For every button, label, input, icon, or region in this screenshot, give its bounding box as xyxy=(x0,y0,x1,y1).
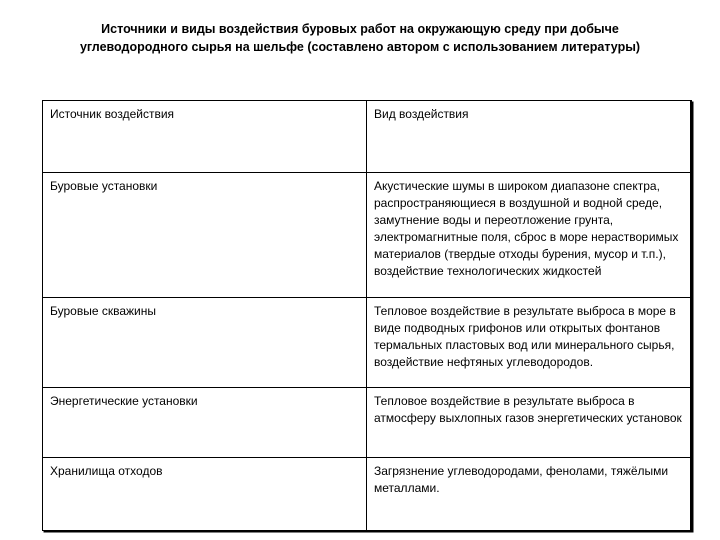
document-title xyxy=(20,20,700,56)
impact-cell: Загрязнение углеводородами, фенолами, тяжёлыми металлами. xyxy=(367,458,691,531)
source-cell: Энергетические установки xyxy=(43,388,367,458)
table-row xyxy=(43,173,691,298)
table-header-row xyxy=(43,101,691,173)
source-cell: Буровые установки xyxy=(43,173,367,298)
table-row xyxy=(43,388,691,458)
impact-table xyxy=(42,100,692,531)
source-cell: Буровые скважины xyxy=(43,298,367,388)
table-row xyxy=(43,298,691,388)
impact-cell: Тепловое воздействие в результате выброса в море в виде подводных грифонов или открытых фонтанов термальных пластовых вод или минерального сырья, воздействие нефтяных углеводородов. xyxy=(367,298,691,388)
source-cell: Хранилища отходов xyxy=(43,458,367,531)
header-impact-cell: Вид воздействия xyxy=(367,101,691,173)
impact-cell: Тепловое воздействие в результате выброса в атмосферу выхлопных газов энергетических установок xyxy=(367,388,691,458)
title-line-1: Источники и виды воздействия буровых работ на окружающую среду при добыче xyxy=(101,22,619,36)
title-line-2: углеводородного сырья на шельфе (составлено автором с использованием литературы) xyxy=(79,40,641,54)
header-source-cell: Источник воздействия xyxy=(43,101,367,173)
impact-cell: Акустические шумы в широком диапазоне спектра, распространяющиеся в воздушной и водной среде, замутнение воды и переотложение грунта, электромагнитные поля, сброс в море нерастворимых материалов (твердые отходы бурения, мусор и т.п.), воздействие технологических жидкостей xyxy=(367,173,691,298)
table-row xyxy=(43,458,691,531)
